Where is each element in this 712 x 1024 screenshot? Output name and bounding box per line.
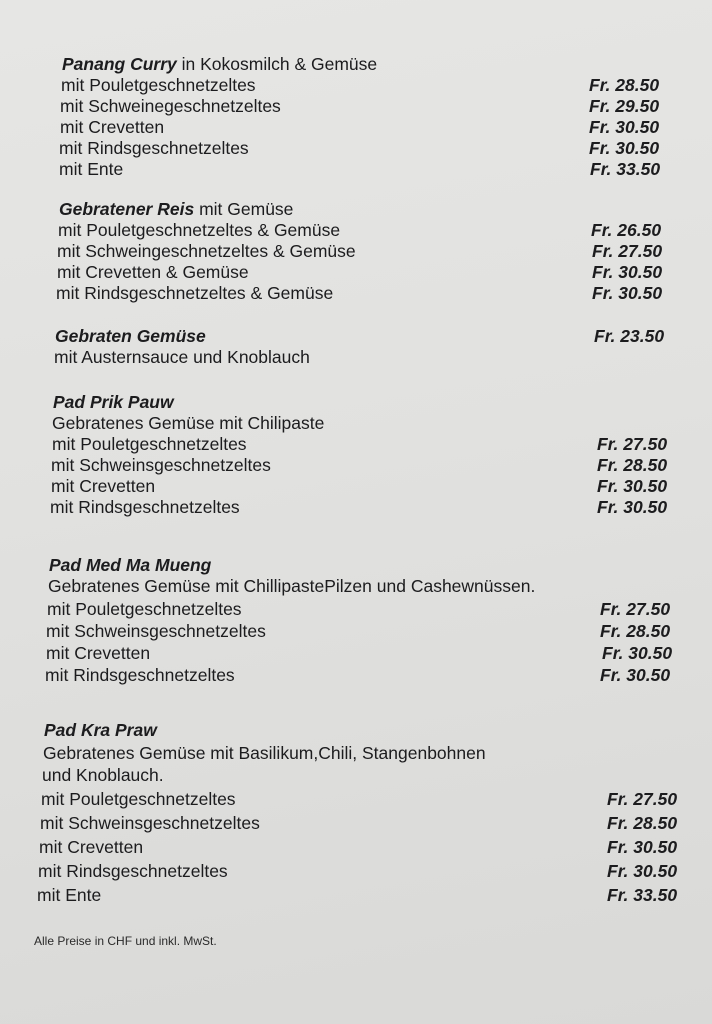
item-label: mit Schweinsgeschnetzeltes bbox=[51, 455, 271, 475]
item-label: mit Pouletgeschnetzeltes bbox=[47, 599, 242, 619]
menu-item bbox=[57, 262, 712, 283]
section-description: Gebratenes Gemüse mit ChillipastePilzen und Cashewnüssen. bbox=[48, 576, 536, 596]
menu-item bbox=[46, 621, 712, 642]
item-label: mit Schweinsgeschnetzeltes bbox=[40, 813, 260, 833]
item-label: mit Pouletgeschnetzeltes bbox=[41, 789, 236, 809]
menu-item bbox=[38, 861, 712, 882]
section-title: Pad Med Ma Mueng bbox=[49, 555, 212, 575]
item-price: Fr. 28.50 bbox=[607, 813, 678, 833]
item-price: Fr. 23.50 bbox=[594, 326, 665, 346]
menu-item bbox=[52, 434, 712, 455]
menu-item bbox=[45, 665, 712, 686]
item-label: mit Rindsgeschnetzeltes bbox=[38, 861, 228, 881]
item-label: mit Crevetten bbox=[46, 643, 151, 663]
item-label: mit Crevetten bbox=[60, 117, 165, 137]
item-label: mit Ente bbox=[59, 159, 124, 179]
section-title: Pad Kra Praw bbox=[44, 720, 157, 740]
menu-item bbox=[37, 885, 712, 906]
section-subtitle: mit Gemüse bbox=[199, 199, 294, 219]
item-price: Fr. 27.50 bbox=[600, 599, 671, 619]
section-description: Gebratenes Gemüse mit Chilipaste bbox=[52, 413, 325, 433]
menu-item bbox=[50, 497, 712, 518]
item-label: mit Ente bbox=[37, 885, 102, 905]
item-price: Fr. 30.50 bbox=[607, 861, 678, 881]
item-label: mit Schweinsgeschnetzeltes bbox=[46, 621, 266, 641]
item-price: Fr. 28.50 bbox=[597, 455, 668, 475]
price-note: Alle Preise in CHF und inkl. MwSt. bbox=[34, 934, 217, 948]
item-label: mit Schweinegeschnetzeltes bbox=[60, 96, 281, 116]
section-panang-curry bbox=[0, 54, 712, 180]
section-heading bbox=[59, 199, 712, 220]
section-description: mit Austernsauce und Knoblauch bbox=[54, 347, 310, 367]
item-price: Fr. 27.50 bbox=[592, 241, 663, 261]
section-title: Panang Curry bbox=[62, 54, 177, 74]
item-label: mit Pouletgeschnetzeltes & Gemüse bbox=[58, 220, 341, 240]
menu-item bbox=[51, 455, 712, 476]
section-heading bbox=[55, 326, 712, 347]
menu-item bbox=[56, 283, 712, 304]
menu-item bbox=[59, 159, 712, 180]
menu-item bbox=[61, 75, 712, 96]
item-price: Fr. 28.50 bbox=[589, 75, 660, 95]
item-price: Fr. 30.50 bbox=[589, 138, 660, 158]
menu-item bbox=[60, 117, 712, 138]
item-label: mit Crevetten bbox=[51, 476, 156, 496]
item-price: Fr. 30.50 bbox=[600, 665, 671, 685]
section-title: Gebratener Reis bbox=[59, 199, 195, 219]
item-price: Fr. 27.50 bbox=[597, 434, 668, 454]
item-price: Fr. 29.50 bbox=[589, 96, 660, 116]
menu-item bbox=[60, 96, 712, 117]
item-label: mit Crevetten bbox=[39, 837, 144, 857]
menu-item bbox=[40, 813, 712, 834]
item-label: mit Rindsgeschnetzeltes bbox=[50, 497, 240, 517]
item-price: Fr. 33.50 bbox=[590, 159, 661, 179]
section-heading bbox=[53, 392, 712, 413]
menu-item bbox=[47, 599, 712, 620]
menu-item bbox=[39, 837, 712, 858]
item-price: Fr. 28.50 bbox=[600, 621, 671, 641]
item-price: Fr. 30.50 bbox=[589, 117, 660, 137]
item-price: Fr. 30.50 bbox=[607, 837, 678, 857]
section-heading bbox=[44, 720, 712, 741]
menu-item bbox=[41, 789, 712, 810]
section-pad-kra-praw bbox=[0, 720, 712, 905]
item-price: Fr. 30.50 bbox=[597, 497, 668, 517]
menu-item bbox=[58, 220, 712, 241]
menu-item bbox=[51, 476, 712, 497]
item-label: mit Schweingeschnetzeltes & Gemüse bbox=[57, 241, 356, 261]
item-price: Fr. 30.50 bbox=[592, 283, 663, 303]
section-description: Gebratenes Gemüse mit Basilikum,Chili, Stangenbohnen bbox=[43, 743, 486, 763]
item-label: mit Rindsgeschnetzeltes bbox=[45, 665, 235, 685]
item-price: Fr. 33.50 bbox=[607, 885, 678, 905]
item-price: Fr. 30.50 bbox=[602, 643, 673, 663]
section-description: und Knoblauch. bbox=[42, 765, 164, 785]
menu-item bbox=[46, 643, 712, 664]
section-subtitle: in Kokosmilch & Gemüse bbox=[181, 54, 378, 74]
item-price: Fr. 27.50 bbox=[607, 789, 678, 809]
item-label: mit Pouletgeschnetzeltes bbox=[61, 75, 256, 95]
section-pad-prik-pauw bbox=[0, 392, 712, 518]
section-gebraten-gemuese bbox=[0, 326, 712, 368]
menu-item bbox=[59, 138, 712, 159]
item-label: mit Crevetten & Gemüse bbox=[57, 262, 249, 282]
section-gebratener-reis bbox=[0, 199, 712, 304]
item-label: mit Pouletgeschnetzeltes bbox=[52, 434, 247, 454]
section-title: Gebraten Gemüse bbox=[55, 326, 206, 346]
section-heading bbox=[62, 54, 712, 75]
item-price: Fr. 30.50 bbox=[597, 476, 668, 496]
item-label: mit Rindsgeschnetzeltes bbox=[59, 138, 249, 158]
item-label: mit Rindsgeschnetzeltes & Gemüse bbox=[56, 283, 334, 303]
menu-item bbox=[57, 241, 712, 262]
section-heading bbox=[49, 555, 712, 576]
item-price: Fr. 26.50 bbox=[591, 220, 662, 240]
section-pad-med-ma-mueng bbox=[0, 555, 712, 685]
section-title: Pad Prik Pauw bbox=[53, 392, 174, 412]
item-price: Fr. 30.50 bbox=[592, 262, 663, 282]
